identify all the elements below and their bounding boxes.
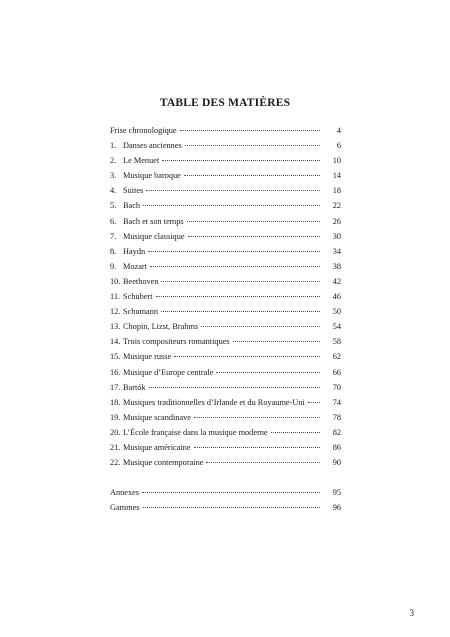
toc-entry-number: 12. <box>110 307 121 317</box>
toc-entry-label: Suites <box>123 186 144 196</box>
page-number: 3 <box>409 608 414 618</box>
dot-leader <box>184 175 320 176</box>
toc-entry-page: 82 <box>332 427 341 437</box>
toc-entry-label: L’École française dans la musique moderne <box>123 427 268 437</box>
toc-entry-label: Schumann <box>123 307 159 317</box>
toc-entry-page: 4 <box>336 126 341 135</box>
dot-leader <box>148 251 320 252</box>
toc-entry-label: Danses anciennes <box>123 141 182 151</box>
toc-entry-number: 19. <box>110 412 121 422</box>
toc-entry-number: 11. <box>110 292 121 302</box>
toc-entry <box>110 168 341 183</box>
toc-entry-number: 18. <box>110 397 121 407</box>
toc-entry-page: 18 <box>332 186 341 196</box>
toc-entry-label: Bach et son temps <box>123 216 184 226</box>
dot-leader <box>142 492 320 493</box>
toc-entry-page: 46 <box>332 292 341 302</box>
dot-leader <box>194 447 320 448</box>
toc-entry-page: 22 <box>332 201 341 211</box>
dot-leader <box>201 326 320 327</box>
dot-leader <box>150 266 320 267</box>
dot-leader <box>185 145 320 146</box>
toc-entry <box>110 334 341 349</box>
toc-entry <box>110 410 341 425</box>
toc-entry-number: 9. <box>110 261 117 271</box>
toc-entry-number: 10. <box>110 276 121 286</box>
toc-entry <box>110 304 341 319</box>
toc-entry-label: Musique américaine <box>123 442 191 452</box>
toc-entry-number: 1. <box>110 141 117 151</box>
toc-entry-label: Musique baroque <box>123 171 181 181</box>
toc-entry-page: 26 <box>332 216 341 226</box>
toc-entry-page: 38 <box>332 261 341 271</box>
toc-entry <box>110 425 341 440</box>
dot-leader <box>233 341 320 342</box>
toc-entry-page: 90 <box>332 458 341 468</box>
toc-entry-page: 54 <box>332 322 341 332</box>
toc-entry-number: 13. <box>110 322 121 332</box>
toc-entry <box>110 198 341 213</box>
toc-entry-page: 34 <box>332 246 341 256</box>
toc-entry <box>110 138 341 153</box>
toc-entry-number: 3. <box>110 171 117 181</box>
toc-entry-page: 30 <box>332 231 341 241</box>
toc-entry-label: Trois compositeurs romantiques <box>123 337 230 347</box>
toc-entry-number: 5. <box>110 201 117 211</box>
toc-entry-page: 58 <box>332 337 341 347</box>
dot-leader <box>188 236 320 237</box>
toc-entry-page: 6 <box>336 141 341 151</box>
dot-leader <box>156 296 321 297</box>
toc-entry <box>110 274 341 289</box>
toc-entry <box>110 485 341 500</box>
toc-entry-page: 96 <box>332 503 341 513</box>
toc-entry-page: 10 <box>332 156 341 166</box>
toc-entry-label: Frise chronologique <box>110 126 177 135</box>
toc-entry-page: 95 <box>332 488 341 498</box>
toc-entry-label: Le Menuet <box>123 156 160 166</box>
dot-leader <box>161 311 320 312</box>
toc-entry <box>110 183 341 198</box>
toc-entry-label: Chopin, Lizst, Brahms <box>123 322 199 332</box>
toc-entry-page: 14 <box>332 171 341 181</box>
toc-entry-number: 14. <box>110 337 121 347</box>
toc-entry-page: 70 <box>332 382 341 392</box>
toc-entry-page: 62 <box>332 352 341 362</box>
toc-entry-number: 16. <box>110 367 121 377</box>
dot-leader <box>143 507 321 508</box>
toc-entry-page: 50 <box>332 307 341 317</box>
toc-entry <box>110 440 341 455</box>
toc-entry-label: Musique scandinave <box>123 412 191 422</box>
dot-leader <box>216 372 320 373</box>
dot-leader <box>206 462 320 463</box>
toc-entry-number: 17. <box>110 382 121 392</box>
dot-leader <box>180 130 320 131</box>
toc-entry-page: 74 <box>332 397 341 407</box>
toc-entry <box>110 365 341 380</box>
toc-entry-page: 86 <box>332 442 341 452</box>
toc-entry-label: Gammes <box>110 503 140 513</box>
toc-entry-label: Mozart <box>123 261 147 271</box>
toc-entry-label: Musique contemporaine <box>123 458 204 468</box>
dot-leader <box>308 402 320 403</box>
dot-leader <box>149 387 320 388</box>
toc-entry <box>110 123 341 138</box>
toc-entry <box>110 455 341 470</box>
toc-entry <box>110 229 341 244</box>
toc-entry <box>110 380 341 395</box>
toc-entry-label: Musique classique <box>123 231 185 241</box>
toc-entry-label: Musique d’Europe centrale <box>123 367 214 377</box>
dot-leader <box>146 190 320 191</box>
toc-entry-number: 20. <box>110 427 121 437</box>
toc-entry <box>110 395 341 410</box>
toc-entry-number: 6. <box>110 216 117 226</box>
dot-leader <box>271 432 320 433</box>
toc-entry-label: Bach <box>123 201 141 211</box>
dot-leader <box>161 281 320 282</box>
dot-leader <box>174 356 320 357</box>
toc-entry-page: 42 <box>332 276 341 286</box>
dot-leader <box>194 417 320 418</box>
table-of-contents <box>110 123 341 515</box>
toc-entry-number: 8. <box>110 246 117 256</box>
toc-entry-number: 21. <box>110 442 121 452</box>
toc-entry-page: 66 <box>332 367 341 377</box>
toc-entry-number: 4. <box>110 186 117 196</box>
toc-entry <box>110 349 341 364</box>
page-title: TABLE DES MATIÈRES <box>159 97 291 109</box>
toc-entry-label: Haydn <box>123 246 146 256</box>
toc-entry <box>110 500 341 515</box>
toc-entry-number: 7. <box>110 231 117 241</box>
toc-entry-number: 2. <box>110 156 117 166</box>
toc-entry-label: Beethoven <box>123 276 159 286</box>
toc-entry-label: Musiques traditionnelles d’Irlande et du Royaume-Uni <box>123 397 305 407</box>
toc-entry-label: Bartók <box>123 382 146 392</box>
toc-entry <box>110 153 341 168</box>
toc-entry-number: 22. <box>110 458 121 468</box>
dot-leader <box>143 205 320 206</box>
toc-entry-number: 15. <box>110 352 121 362</box>
toc-entry-label: Schubert <box>123 292 153 302</box>
toc-entry <box>110 289 341 304</box>
toc-entry <box>110 259 341 274</box>
dot-leader <box>187 221 320 222</box>
toc-entry <box>110 214 341 229</box>
toc-entry <box>110 319 341 334</box>
dot-leader <box>162 160 320 161</box>
toc-entry-label: Musique russe <box>123 352 172 362</box>
toc-entry <box>110 244 341 259</box>
toc-entry-label: Annexes <box>110 488 140 498</box>
toc-entry-page: 78 <box>332 412 341 422</box>
